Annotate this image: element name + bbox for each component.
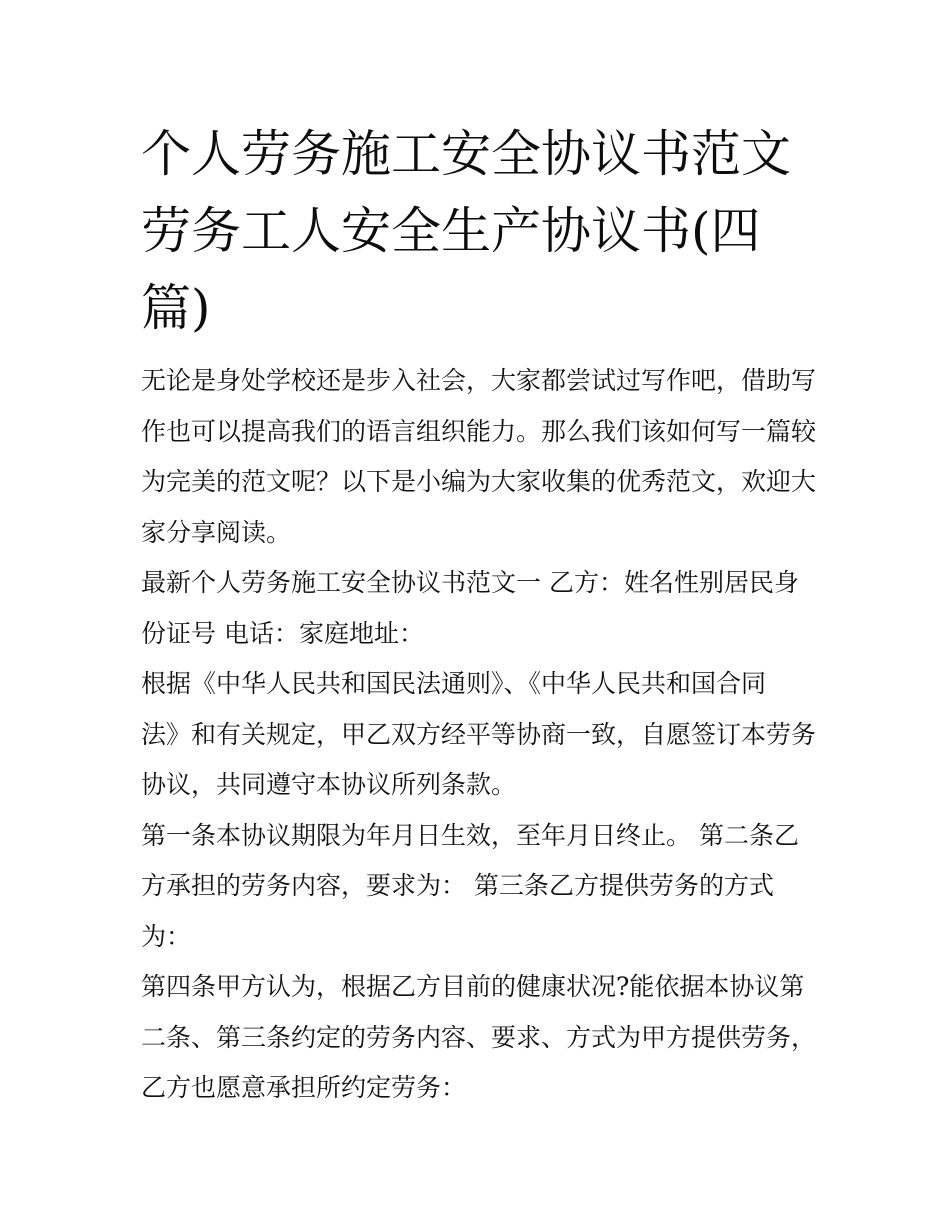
body-line-9: 协议，共同遵守本协议所列条款。: [141, 770, 517, 799]
body-line-3: 为完美的范文呢？以下是小编为大家收集的优秀范文，欢迎大: [141, 467, 817, 496]
title-line-3: 篇): [141, 279, 211, 337]
body-line-10: 第一条本协议期限为年月日生效，至年月日终止。 第二条乙: [141, 820, 799, 850]
body-line-11: 方承担的劳务内容，要求为： 第三条乙方提供劳务的方式: [141, 871, 774, 900]
body-line-12: 为：: [141, 921, 192, 951]
title-line-1: 个人劳务施工安全协议书范文: [141, 125, 791, 183]
body-line-14: 二条、第三条约定的劳务内容、要求、方式为甲方提供劳务，: [141, 1022, 817, 1052]
title-line-2: 劳务工人安全生产协议书(四: [141, 202, 761, 260]
body-line-4: 家分享阅读。: [141, 517, 292, 547]
body-line-7: 根据《中华人民共和国民法通则》、《中华人民共和国合同: [141, 669, 767, 698]
body-line-8: 法》和有关规定，甲乙双方经平等协商一致，自愿签订本劳务: [141, 719, 817, 749]
body-line-15: 乙方也愿意承担所约定劳务：: [141, 1073, 467, 1102]
body-line-6: 份证号 电话：家庭地址：: [141, 618, 424, 648]
body-line-13: 第四条甲方认为，根据乙方目前的健康状况?能依据本协议第: [141, 972, 805, 1001]
document-title: [141, 116, 821, 347]
body-line-2: 作也可以提高我们的语言组织能力。那么我们该如何写一篇较: [141, 416, 817, 446]
body-line-1: 无论是身处学校还是步入社会，大家都尝试过写作吧，借助写: [141, 366, 817, 395]
body-line-5: 最新个人劳务施工安全协议书范文一 乙方：姓名性别居民身: [141, 568, 799, 597]
document-body: [141, 356, 821, 1114]
